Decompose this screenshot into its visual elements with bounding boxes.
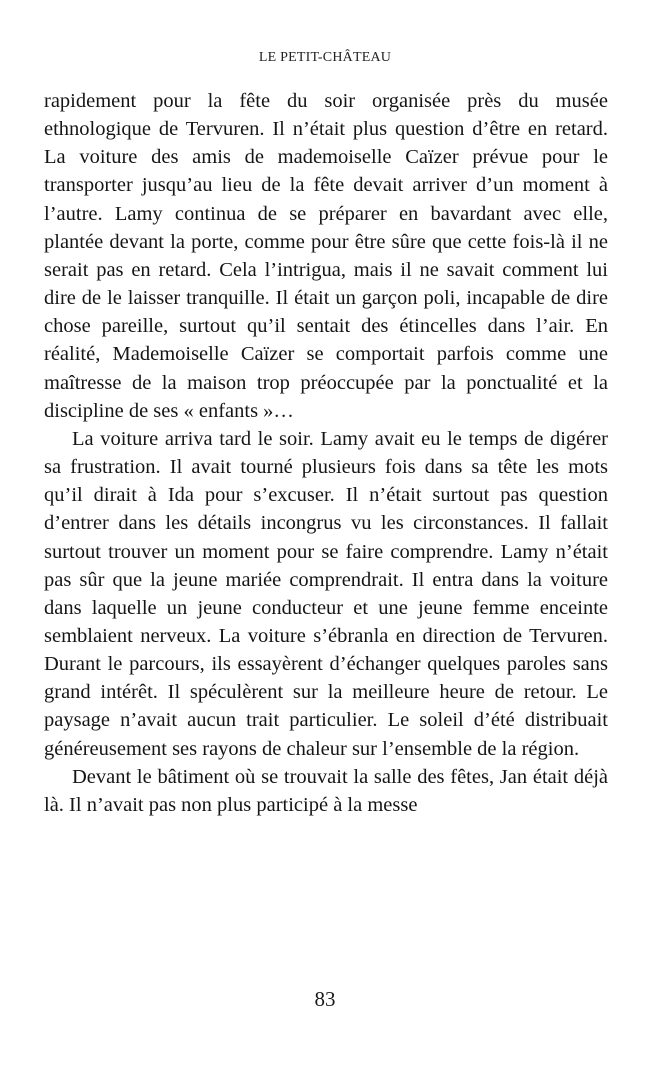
body-text <box>44 87 608 819</box>
page-number: 83 <box>314 987 336 1011</box>
paragraph: Devant le bâtiment où se trouvait la salle des fêtes, Jan était déjà là. Il n’avait pas non plus participé à la messe <box>44 765 608 816</box>
paragraph-continued: rapidement pour la fête du soir organisée près du musée ethnologique de Tervuren. Il n’était plus question d’être en retard. La voiture des amis de mademoiselle Caïzer prévue pour le transporter jusqu’au lieu de la fête devait arriver d’un moment à l’autre. Lamy continua de se préparer en bavardant avec elle, plantée devant la porte, comme pour être sûre que cette fois-là il ne serait pas en retard. Cela l’intrigua, mais il ne savait comment lui dire de le laisser tranquille. Il était un garçon poli, incapable de dire chose pareille, surtout qu’il sentait des étincelles dans l’air. En réalité, Mademoiselle Caïzer se comportait parfois comme une maîtresse de la maison trop préoccupée par la ponctualité et la discipline de ses « enfants »… <box>44 90 608 422</box>
running-head: LE PETIT-CHÂTEAU <box>258 50 392 65</box>
paragraph: La voiture arriva tard le soir. Lamy avait eu le temps de digérer sa frustration. Il avait tourné plusieurs fois dans sa tête les mots qu’il dirait à Ida pour s’excuser. Il n’était surtout pas question d’entrer dans les détails incongrus vu les circonstances. Il fallait surtout trouver un moment pour se faire comprendre. Lamy n’était pas sûr que la jeune mariée comprendrait. Il entra dans la voiture dans laquelle un jeune conducteur et une jeune femme enceinte semblaient nerveux. La voiture s’ébranla en direction de Tervuren. Durant le parcours, ils essayèrent d’échanger quelques paroles sans grand intérêt. Il spéculèrent sur la meilleure heure de retour. Le paysage n’avait aucun trait particulier. Le soleil d’été distribuait généreusement ses rayons de chaleur sur l’ensemble de la région. <box>44 427 608 760</box>
